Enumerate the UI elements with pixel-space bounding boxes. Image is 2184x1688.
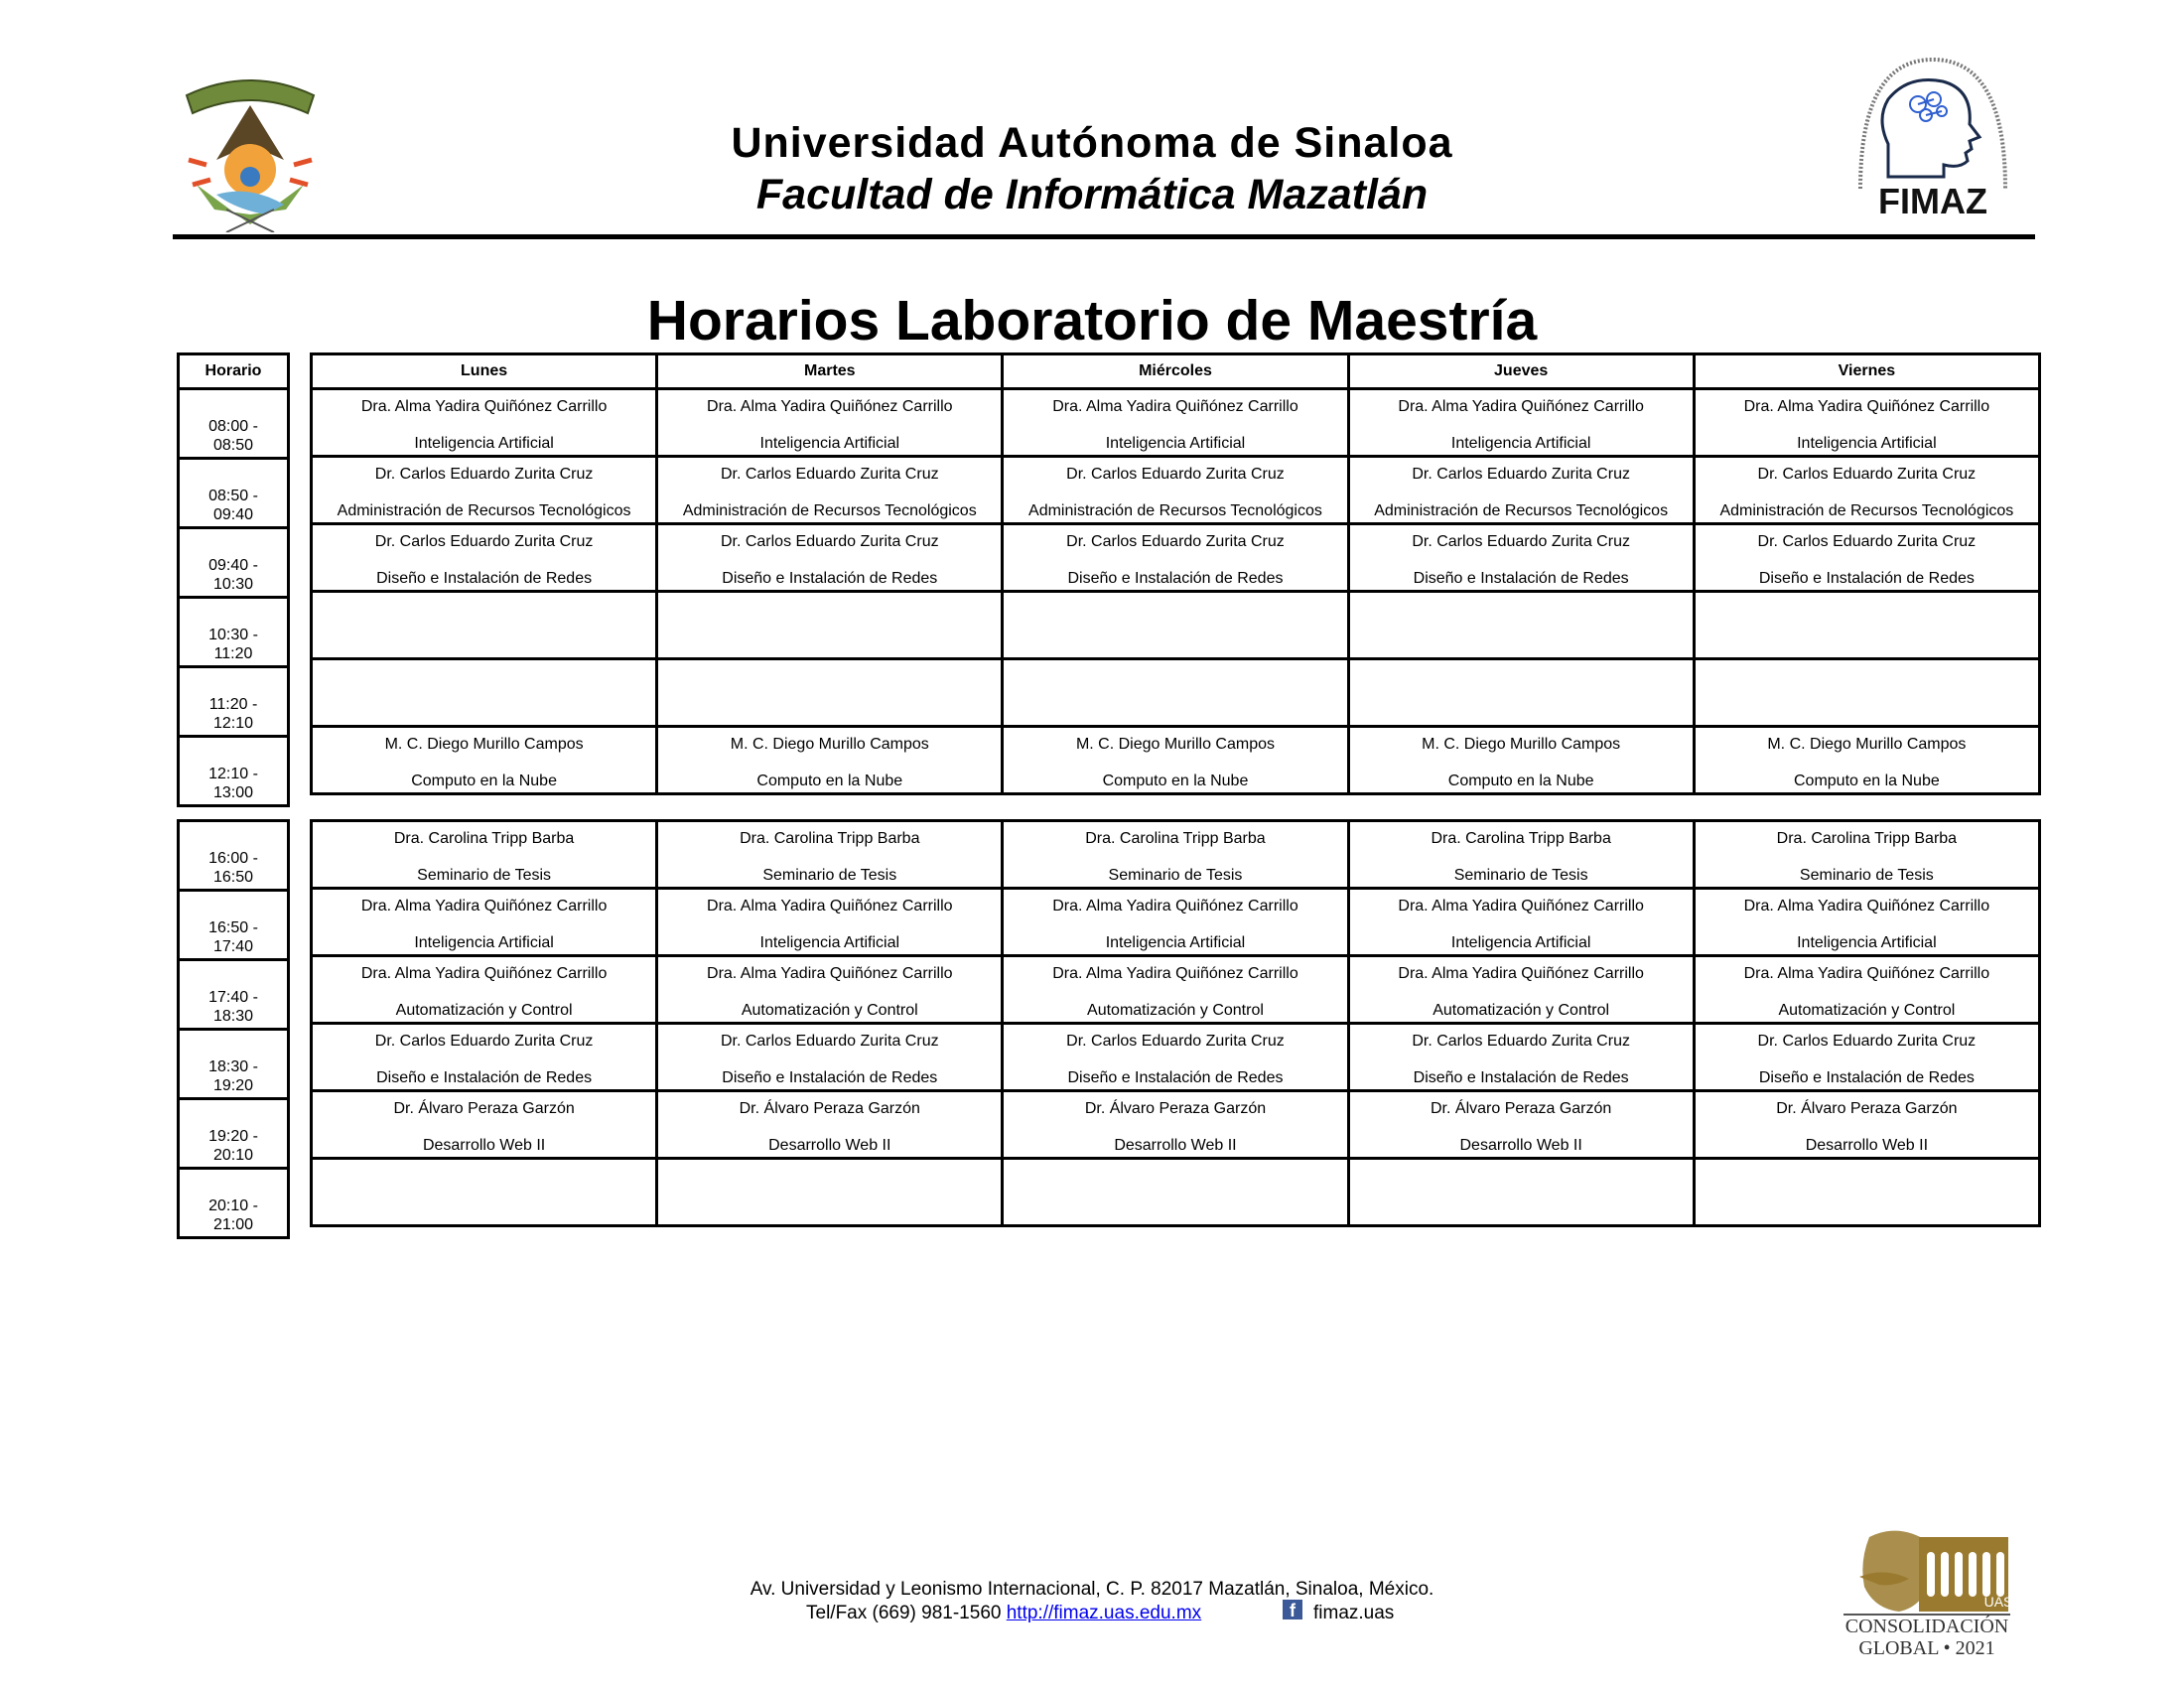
time-row: [179, 667, 289, 737]
class-cell: [312, 727, 657, 794]
subject-name: Computo en la Nube: [1102, 773, 1249, 789]
teacher-name: Dra. Alma Yadira Quiñónez Carrillo: [1743, 398, 1990, 415]
time-start: 10:30 -: [208, 627, 258, 643]
teacher-name: Dr. Álvaro Peraza Garzón: [1084, 1100, 1267, 1117]
teacher-name: Dr. Carlos Eduardo Zurita Cruz: [1066, 466, 1285, 483]
subject-name: Seminario de Tesis: [1108, 867, 1243, 884]
teacher-name: Dra. Alma Yadira Quiñónez Carrillo: [360, 898, 608, 914]
subject-name: Computo en la Nube: [756, 773, 903, 789]
time-row: [179, 960, 289, 1030]
teacher-name: Dr. Carlos Eduardo Zurita Cruz: [1066, 1033, 1285, 1050]
class-cell: [1003, 457, 1348, 524]
class-cell: [1003, 956, 1348, 1024]
class-cell: [1003, 1159, 1348, 1226]
time-end: 21:00: [212, 1216, 254, 1233]
schedule-row: [312, 821, 2040, 889]
class-cell: [1694, 1024, 2039, 1091]
subject-name: Desarrollo Web II: [1114, 1137, 1237, 1154]
time-row: [179, 528, 289, 598]
class-cell: [1694, 956, 2039, 1024]
seal-line1: CONSOLIDACIÓN: [1844, 1616, 2009, 1637]
time-row: [179, 459, 289, 528]
subject-name: Inteligencia Artificial: [759, 435, 900, 452]
time-slot: [179, 459, 289, 528]
class-cell: [312, 389, 657, 457]
time-slot: [179, 389, 289, 459]
teacher-name: Dra. Alma Yadira Quiñónez Carrillo: [1398, 398, 1644, 415]
facebook-handle: fimaz.uas: [1313, 1603, 1395, 1623]
class-cell: [657, 524, 1003, 592]
time-start: 16:00 -: [208, 850, 258, 867]
subject-name: Inteligencia Artificial: [1450, 435, 1591, 452]
teacher-name: M. C. Diego Murillo Campos: [1422, 736, 1621, 753]
university-name: Universidad Autónoma de Sinaloa: [731, 119, 1453, 167]
class-cell: [1348, 389, 1694, 457]
time-slot: [179, 891, 289, 960]
time-slot: [179, 821, 289, 891]
class-cell: [1003, 1091, 1348, 1159]
class-cell: [312, 889, 657, 956]
time-end: 13:00: [212, 784, 254, 801]
class-cell: [1348, 727, 1694, 794]
time-end: 08:50: [212, 437, 254, 454]
class-cell: [312, 592, 657, 659]
teacher-name: Dr. Álvaro Peraza Garzón: [1431, 1100, 1612, 1117]
time-row: [179, 1030, 289, 1099]
footer-phone: Tel/Fax (669) 981-1560: [806, 1603, 1007, 1623]
time-row: [179, 821, 289, 891]
time-start: 08:00 -: [208, 418, 258, 435]
subject-name: Diseño e Instalación de Redes: [1067, 570, 1284, 587]
time-end: 11:20: [213, 645, 253, 662]
subject-name: Diseño e Instalación de Redes: [1413, 1069, 1629, 1086]
teacher-name: Dr. Carlos Eduardo Zurita Cruz: [1757, 533, 1977, 550]
teacher-name: M. C. Diego Murillo Campos: [1767, 736, 1967, 753]
teacher-name: Dra. Alma Yadira Quiñónez Carrillo: [707, 965, 953, 982]
time-slot: [179, 1099, 289, 1169]
time-slot: [179, 667, 289, 737]
teacher-name: Dr. Álvaro Peraza Garzón: [393, 1100, 575, 1117]
time-start: 19:20 -: [208, 1128, 258, 1145]
header-divider: [173, 234, 2035, 239]
teacher-name: Dr. Carlos Eduardo Zurita Cruz: [720, 1033, 939, 1050]
teacher-name: Dra. Alma Yadira Quiñónez Carrillo: [1052, 965, 1298, 982]
seal-uas-text: UAS: [1983, 1594, 2013, 1610]
time-row: [179, 598, 289, 667]
teacher-name: M. C. Diego Murillo Campos: [730, 736, 929, 753]
teacher-name: Dra. Alma Yadira Quiñónez Carrillo: [360, 398, 608, 415]
class-cell: [1003, 1024, 1348, 1091]
time-slot: [179, 1030, 289, 1099]
class-cell: [657, 956, 1003, 1024]
subject-name: Diseño e Instalación de Redes: [376, 570, 593, 587]
time-header: Horario: [179, 354, 289, 389]
teacher-name: Dr. Carlos Eduardo Zurita Cruz: [1412, 1033, 1630, 1050]
subject-name: Automatización y Control: [1087, 1002, 1264, 1019]
time-end: 16:50: [212, 869, 254, 886]
time-end: 09:40: [212, 506, 254, 523]
class-cell: [657, 1159, 1003, 1226]
class-cell: [1348, 1024, 1694, 1091]
teacher-name: Dra. Carolina Tripp Barba: [1085, 830, 1266, 847]
teacher-name: Dr. Carlos Eduardo Zurita Cruz: [374, 533, 594, 550]
consolidacion-global-logo: [1840, 1517, 2014, 1661]
class-cell: [1694, 524, 2039, 592]
class-cell: [312, 821, 657, 889]
class-cell: [1694, 727, 2039, 794]
subject-name: Seminario de Tesis: [1799, 867, 1934, 884]
class-cell: [1694, 389, 2039, 457]
subject-name: Diseño e Instalación de Redes: [722, 1069, 938, 1086]
class-cell: [1003, 727, 1348, 794]
class-cell: [1694, 1159, 2039, 1226]
class-cell: [657, 889, 1003, 956]
page-title: Horarios Laboratorio de Maestría: [646, 289, 1538, 352]
teacher-name: M. C. Diego Murillo Campos: [384, 736, 584, 753]
subject-name: Inteligencia Artificial: [1797, 435, 1937, 452]
subject-name: Administración de Recursos Tecnológicos: [1028, 502, 1322, 519]
subject-name: Administración de Recursos Tecnológicos: [1374, 502, 1669, 519]
class-cell: [657, 1024, 1003, 1091]
subject-name: Inteligencia Artificial: [1450, 934, 1591, 951]
class-cell: [1003, 659, 1348, 727]
time-start: 12:10 -: [208, 766, 258, 782]
subject-name: Automatización y Control: [1778, 1002, 1956, 1019]
subject-name: Diseño e Instalación de Redes: [1413, 570, 1629, 587]
teacher-name: Dra. Alma Yadira Quiñónez Carrillo: [1052, 898, 1298, 914]
teacher-name: Dra. Alma Yadira Quiñónez Carrillo: [707, 898, 953, 914]
teacher-name: Dr. Álvaro Peraza Garzón: [1776, 1100, 1958, 1117]
teacher-name: Dr. Carlos Eduardo Zurita Cruz: [374, 466, 594, 483]
class-cell: [1003, 592, 1348, 659]
class-cell: [312, 659, 657, 727]
class-cell: [312, 524, 657, 592]
subject-name: Diseño e Instalación de Redes: [376, 1069, 593, 1086]
subject-name: Computo en la Nube: [411, 773, 557, 789]
class-cell: [657, 1091, 1003, 1159]
teacher-name: M. C. Diego Murillo Campos: [1075, 736, 1275, 753]
seal-line2: GLOBAL • 2021: [1858, 1637, 1995, 1659]
footer-contact: [806, 1603, 1201, 1624]
teacher-name: Dra. Alma Yadira Quiñónez Carrillo: [1398, 898, 1644, 914]
teacher-name: Dra. Alma Yadira Quiñónez Carrillo: [707, 398, 953, 415]
class-cell: [1348, 956, 1694, 1024]
time-start: 20:10 -: [208, 1197, 258, 1214]
teacher-name: Dr. Carlos Eduardo Zurita Cruz: [1412, 466, 1630, 483]
subject-name: Seminario de Tesis: [1453, 867, 1588, 884]
schedule-row: [312, 659, 2040, 727]
class-cell: [1003, 889, 1348, 956]
subject-name: Diseño e Instalación de Redes: [1758, 570, 1975, 587]
day-header-1: Martes: [657, 354, 1003, 389]
day-header-0: Lunes: [312, 354, 657, 389]
time-slot: [179, 598, 289, 667]
teacher-name: Dra. Carolina Tripp Barba: [1776, 830, 1958, 847]
subject-name: Inteligencia Artificial: [1797, 934, 1937, 951]
subject-name: Automatización y Control: [395, 1002, 573, 1019]
class-cell: [1348, 457, 1694, 524]
class-cell: [657, 457, 1003, 524]
time-row: [179, 1169, 289, 1238]
class-cell: [1348, 1159, 1694, 1226]
time-start: 11:20 -: [208, 696, 258, 713]
schedule-row: [312, 592, 2040, 659]
schedule-row: [312, 1024, 2040, 1091]
class-cell: [657, 727, 1003, 794]
class-cell: [1348, 592, 1694, 659]
morning-time-table: [177, 352, 290, 807]
subject-name: Administración de Recursos Tecnológicos: [337, 502, 631, 519]
teacher-name: Dr. Carlos Eduardo Zurita Cruz: [374, 1033, 594, 1050]
schedule-row: [312, 889, 2040, 956]
class-cell: [312, 457, 657, 524]
class-cell: [312, 1024, 657, 1091]
time-row: [179, 1099, 289, 1169]
teacher-name: Dr. Carlos Eduardo Zurita Cruz: [1757, 1033, 1977, 1050]
subject-name: Desarrollo Web II: [1805, 1137, 1929, 1154]
day-header-row: [312, 354, 2040, 389]
time-slot: [179, 528, 289, 598]
schedule-row: [312, 727, 2040, 794]
teacher-name: Dra. Alma Yadira Quiñónez Carrillo: [1052, 398, 1298, 415]
subject-name: Diseño e Instalación de Redes: [1067, 1069, 1284, 1086]
faculty-name: Facultad de Informática Mazatlán: [755, 171, 1429, 218]
teacher-name: Dr. Carlos Eduardo Zurita Cruz: [1757, 466, 1977, 483]
time-row: [179, 389, 289, 459]
teacher-name: Dr. Carlos Eduardo Zurita Cruz: [1412, 533, 1630, 550]
subject-name: Desarrollo Web II: [422, 1137, 546, 1154]
time-start: 08:50 -: [208, 488, 258, 504]
subject-name: Computo en la Nube: [1793, 773, 1940, 789]
class-cell: [1348, 821, 1694, 889]
class-cell: [1694, 1091, 2039, 1159]
time-slot: [179, 737, 289, 806]
time-end: 17:40: [212, 938, 254, 955]
subject-name: Administración de Recursos Tecnológicos: [1719, 502, 2014, 519]
day-header-4: Viernes: [1694, 354, 2039, 389]
teacher-name: Dr. Carlos Eduardo Zurita Cruz: [1066, 533, 1285, 550]
schedule-row: [312, 389, 2040, 457]
teacher-name: Dra. Carolina Tripp Barba: [393, 830, 575, 847]
teacher-name: Dr. Carlos Eduardo Zurita Cruz: [720, 533, 939, 550]
class-cell: [1348, 889, 1694, 956]
website-link[interactable]: http://fimaz.uas.edu.mx: [1006, 1603, 1202, 1623]
time-end: 10:30: [212, 576, 254, 593]
time-slot: [179, 1169, 289, 1238]
subject-name: Automatización y Control: [741, 1002, 918, 1019]
subject-name: Desarrollo Web II: [1459, 1137, 1582, 1154]
time-end: 12:10: [212, 715, 254, 732]
class-cell: [1694, 821, 2039, 889]
subject-name: Seminario de Tesis: [417, 867, 552, 884]
class-cell: [1694, 592, 2039, 659]
class-cell: [1003, 389, 1348, 457]
time-end: 19:20: [212, 1077, 254, 1094]
teacher-name: Dra. Alma Yadira Quiñónez Carrillo: [1743, 965, 1990, 982]
subject-name: Computo en la Nube: [1447, 773, 1594, 789]
teacher-name: Dra. Alma Yadira Quiñónez Carrillo: [360, 965, 608, 982]
class-cell: [657, 389, 1003, 457]
morning-schedule-table: [310, 352, 2041, 795]
class-cell: [312, 1159, 657, 1226]
class-cell: [1694, 659, 2039, 727]
subject-name: Inteligencia Artificial: [414, 435, 554, 452]
class-cell: [1348, 524, 1694, 592]
time-start: 09:40 -: [208, 557, 258, 574]
class-cell: [1348, 659, 1694, 727]
class-cell: [657, 821, 1003, 889]
schedule-row: [312, 1159, 2040, 1226]
day-header-2: Miércoles: [1003, 354, 1348, 389]
class-cell: [657, 592, 1003, 659]
class-cell: [312, 956, 657, 1024]
class-cell: [657, 659, 1003, 727]
time-slot: [179, 960, 289, 1030]
schedule-row: [312, 1091, 2040, 1159]
class-cell: [1003, 524, 1348, 592]
teacher-name: Dr. Carlos Eduardo Zurita Cruz: [720, 466, 939, 483]
class-cell: [1694, 457, 2039, 524]
class-cell: [1003, 821, 1348, 889]
time-end: 18:30: [212, 1008, 254, 1025]
time-start: 16:50 -: [208, 919, 258, 936]
subject-name: Inteligencia Artificial: [414, 934, 554, 951]
facebook-icon: f: [1283, 1600, 1302, 1619]
class-cell: [1348, 1091, 1694, 1159]
subject-name: Inteligencia Artificial: [1105, 934, 1246, 951]
day-header-3: Jueves: [1348, 354, 1694, 389]
subject-name: Diseño e Instalación de Redes: [1758, 1069, 1975, 1086]
fimaz-logo-text: FIMAZ: [1878, 181, 1987, 218]
footer-address: Av. Universidad y Leonismo Internacional, C. P. 82017 Mazatlán, Sinaloa, México.: [750, 1579, 1434, 1600]
subject-name: Administración de Recursos Tecnológicos: [682, 502, 977, 519]
teacher-name: Dra. Carolina Tripp Barba: [740, 830, 920, 847]
schedule-row: [312, 956, 2040, 1024]
subject-name: Seminario de Tesis: [762, 867, 897, 884]
teacher-name: Dr. Álvaro Peraza Garzón: [739, 1100, 920, 1117]
subject-name: Automatización y Control: [1433, 1002, 1610, 1019]
afternoon-time-table: [177, 819, 290, 1239]
subject-name: Inteligencia Artificial: [1105, 435, 1246, 452]
time-row: [179, 737, 289, 806]
afternoon-schedule-table: [310, 819, 2041, 1227]
fimaz-logo: [1848, 50, 2017, 218]
schedule-row: [312, 524, 2040, 592]
subject-name: Diseño e Instalación de Redes: [722, 570, 938, 587]
teacher-name: Dra. Carolina Tripp Barba: [1431, 830, 1611, 847]
class-cell: [312, 1091, 657, 1159]
schedule-row: [312, 457, 2040, 524]
subject-name: Inteligencia Artificial: [759, 934, 900, 951]
class-cell: [1694, 889, 2039, 956]
teacher-name: Dra. Alma Yadira Quiñónez Carrillo: [1398, 965, 1644, 982]
subject-name: Desarrollo Web II: [768, 1137, 891, 1154]
time-end: 20:10: [212, 1147, 254, 1164]
time-start: 17:40 -: [208, 989, 258, 1006]
time-row: [179, 891, 289, 960]
teacher-name: Dra. Alma Yadira Quiñónez Carrillo: [1743, 898, 1990, 914]
time-start: 18:30 -: [208, 1058, 258, 1075]
